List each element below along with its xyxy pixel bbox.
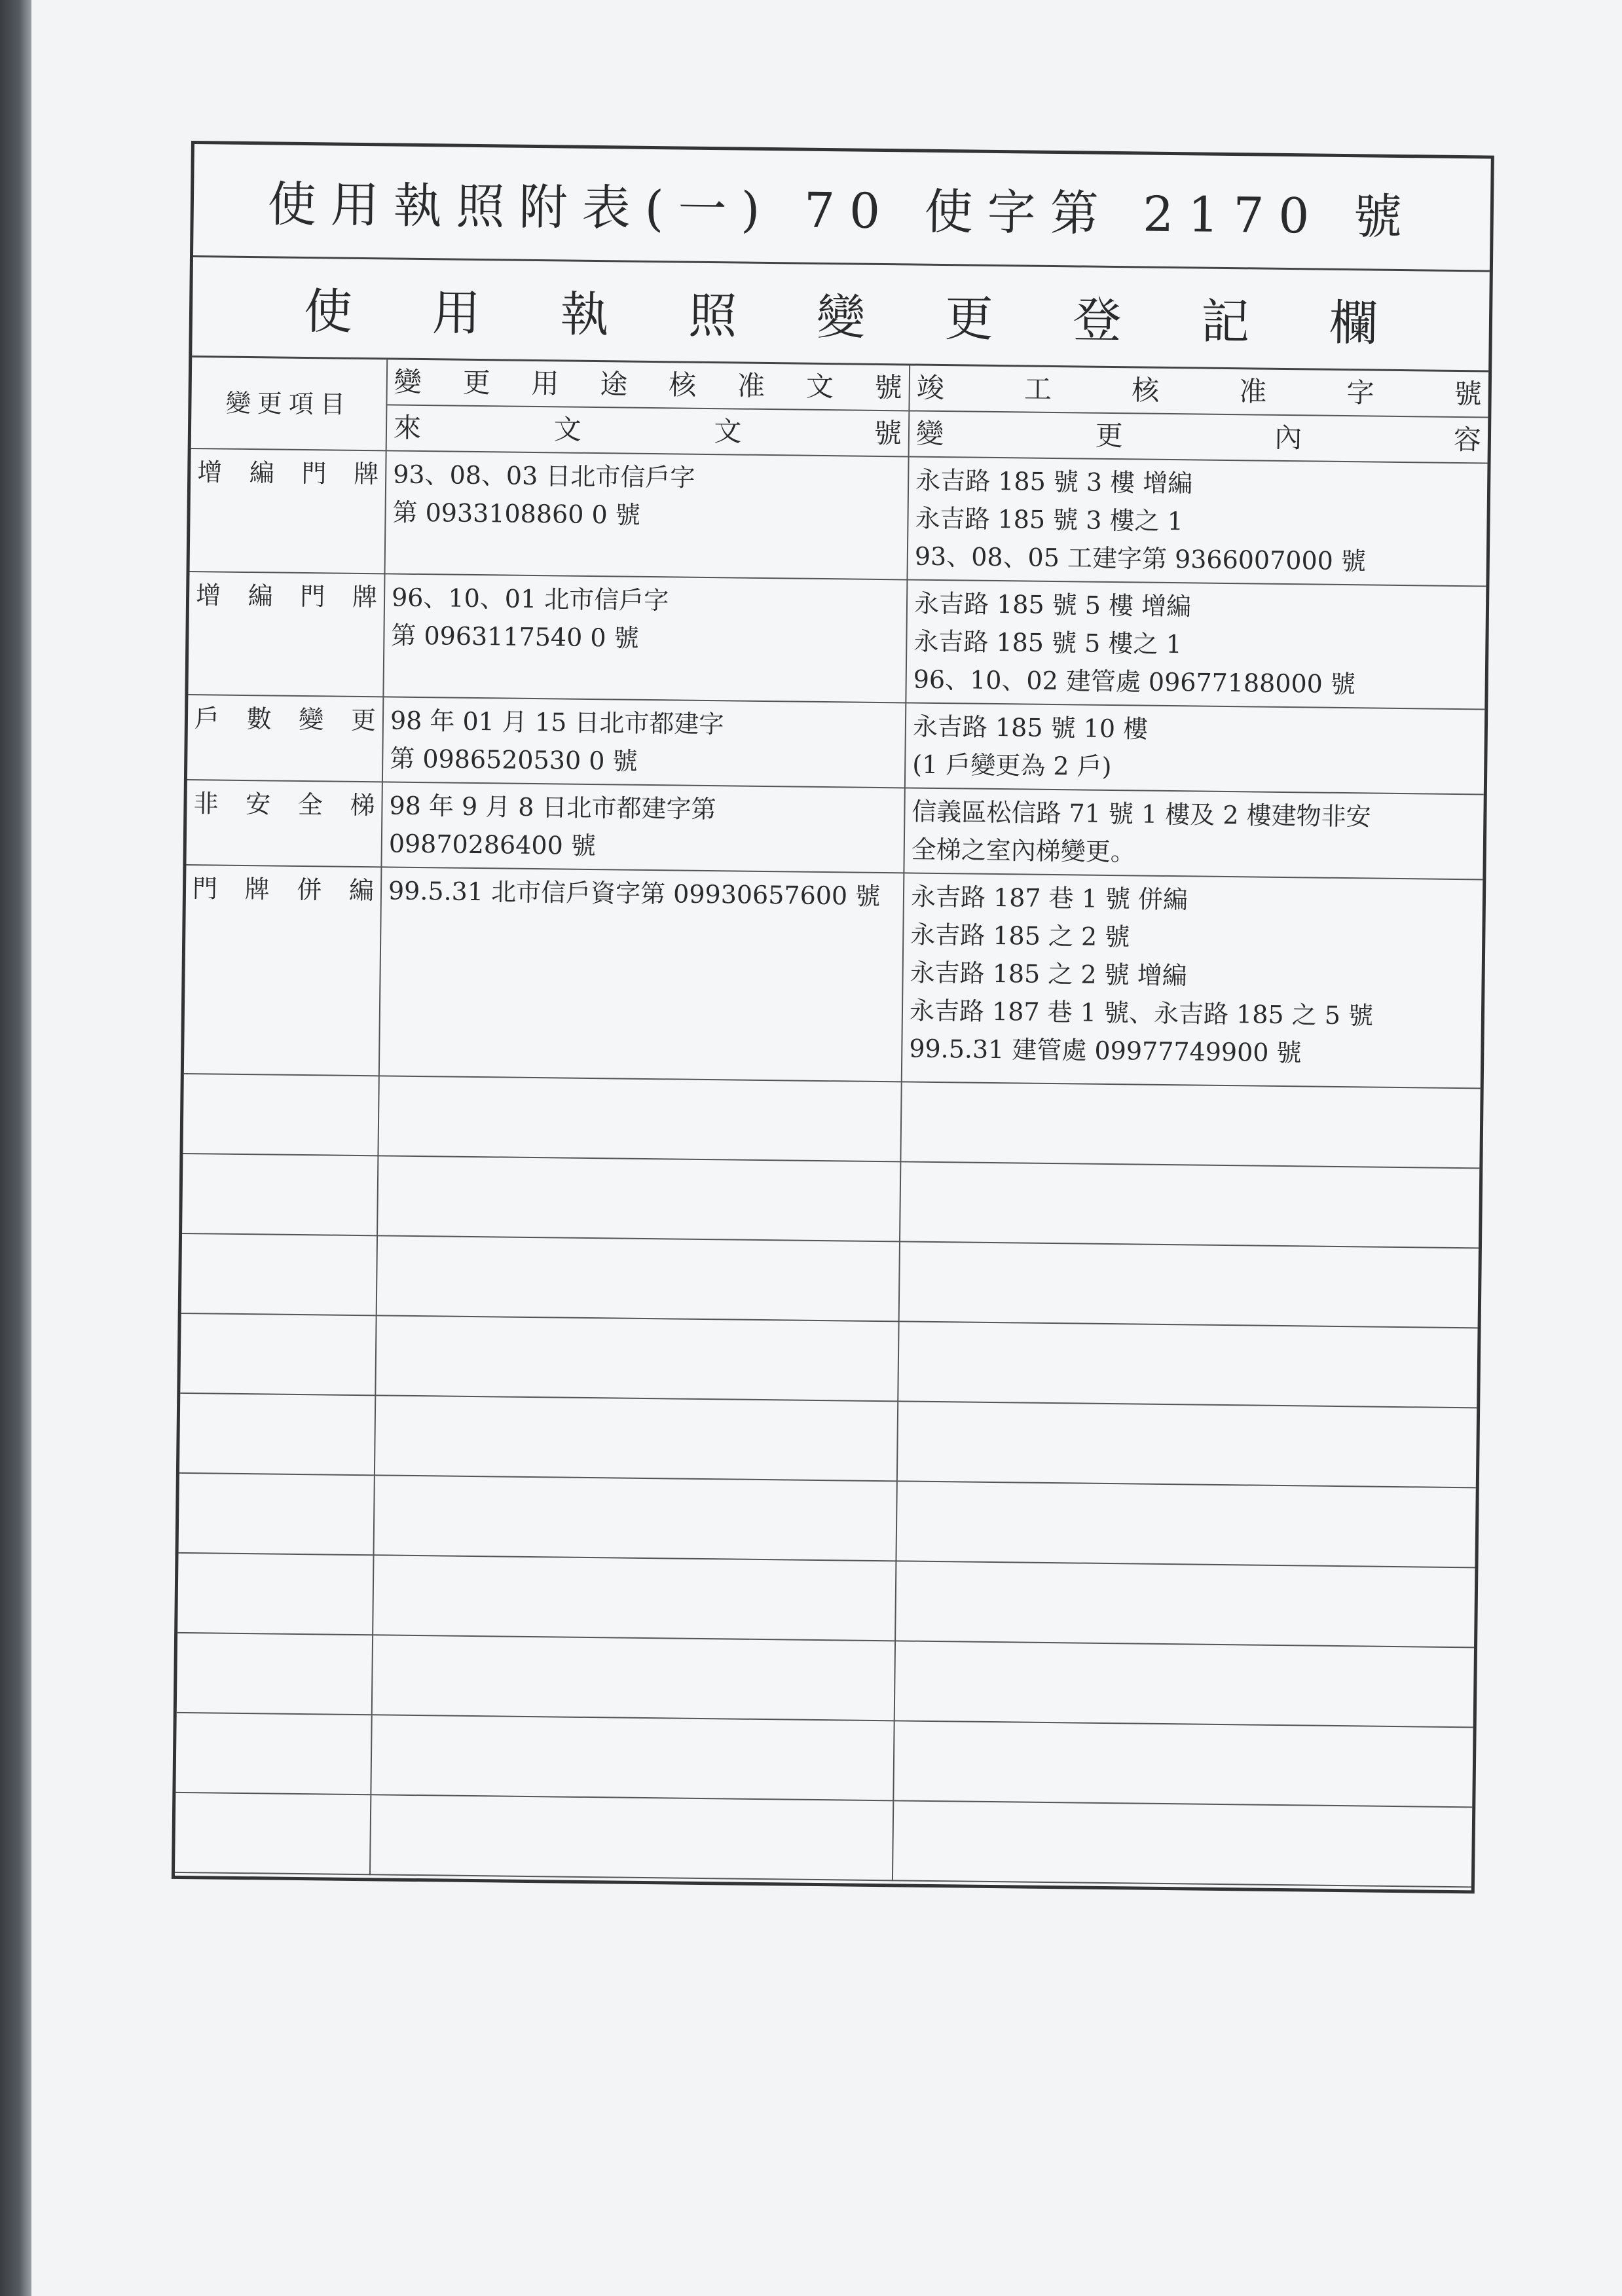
scan-shadow-edge bbox=[0, 0, 31, 2296]
header-char: 竣 bbox=[916, 371, 945, 405]
header-completion-doc bbox=[910, 365, 1488, 416]
empty-row bbox=[177, 1633, 1474, 1727]
header-item: 變更項目 bbox=[191, 357, 388, 450]
approval-doc-cell bbox=[385, 450, 909, 579]
empty-row bbox=[175, 1793, 1472, 1887]
change-content-cell bbox=[907, 456, 1487, 586]
change-content-cell bbox=[905, 702, 1484, 794]
item-char: 門 bbox=[300, 581, 325, 611]
empty-cell bbox=[894, 1641, 1474, 1727]
header-char: 來 bbox=[393, 411, 422, 445]
subtitle-char: 照 bbox=[688, 287, 737, 345]
subtitle-char: 用 bbox=[432, 285, 481, 342]
header-char: 准 bbox=[737, 369, 765, 402]
change-item-label bbox=[196, 576, 378, 616]
header-char: 變 bbox=[394, 365, 422, 399]
table-row bbox=[190, 448, 1488, 586]
form-subtitle bbox=[192, 257, 1490, 372]
header-char: 文 bbox=[553, 413, 581, 446]
subtitle-char: 使 bbox=[303, 283, 353, 340]
content-line: 93、08、05 工建字第 9366007000 號 bbox=[914, 541, 1367, 576]
empty-cell bbox=[181, 1233, 377, 1315]
empty-row bbox=[180, 1313, 1477, 1408]
header-char: 准 bbox=[1239, 375, 1267, 408]
content-line: 永吉路 185 之 2 號 bbox=[910, 920, 1130, 952]
header-char: 文 bbox=[805, 370, 834, 403]
change-item-label bbox=[194, 699, 377, 739]
empty-cell bbox=[378, 1076, 901, 1161]
form-title: 使用執照附表(一) 70 使字第 2170 號 bbox=[193, 144, 1491, 272]
table-row bbox=[184, 865, 1483, 1088]
empty-cell bbox=[175, 1713, 371, 1795]
header-approval-doc bbox=[387, 359, 909, 410]
empty-cell bbox=[371, 1715, 894, 1800]
change-item-label bbox=[197, 453, 379, 493]
header-char: 號 bbox=[1454, 377, 1482, 410]
subtitle-char: 執 bbox=[560, 286, 610, 344]
header-row bbox=[191, 357, 1488, 463]
header-char: 更 bbox=[462, 366, 490, 399]
empty-cell bbox=[179, 1473, 375, 1555]
empty-cell bbox=[177, 1553, 373, 1635]
empty-row bbox=[181, 1233, 1479, 1328]
empty-cell bbox=[900, 1082, 1480, 1168]
empty-cell bbox=[899, 1241, 1479, 1328]
item-char: 數 bbox=[246, 704, 272, 734]
empty-cell bbox=[375, 1395, 898, 1481]
subtitle-char: 記 bbox=[1200, 293, 1250, 351]
content-line: 永吉路 185 號 5 樓 增編 bbox=[913, 589, 1192, 621]
empty-row bbox=[177, 1553, 1475, 1647]
item-char: 編 bbox=[248, 581, 274, 611]
change-item-cell bbox=[186, 780, 382, 867]
content-line: 信義區松信路 71 號 1 樓及 2 樓建物非安 bbox=[912, 797, 1371, 831]
empty-cell bbox=[183, 1074, 378, 1156]
doc-line: 第 0933108860 0 號 bbox=[392, 498, 640, 530]
change-content-cell bbox=[902, 873, 1483, 1088]
header-char: 用 bbox=[531, 367, 559, 400]
header-char: 文 bbox=[714, 415, 742, 448]
header-char: 工 bbox=[1023, 373, 1052, 405]
empty-row bbox=[175, 1713, 1473, 1807]
item-char: 梯 bbox=[350, 790, 375, 820]
item-char: 牌 bbox=[244, 875, 270, 904]
empty-cell bbox=[895, 1561, 1475, 1647]
item-char: 更 bbox=[350, 705, 377, 735]
empty-cell bbox=[182, 1154, 378, 1235]
content-line: 99.5.31 建管處 09977749900 號 bbox=[909, 1034, 1302, 1068]
item-char: 全 bbox=[297, 790, 323, 820]
doc-line: 99.5.31 北市信戶資字第 09930657600 號 bbox=[388, 876, 881, 911]
header-char: 號 bbox=[874, 371, 902, 404]
content-line: 永吉路 185 號 3 樓 增編 bbox=[915, 465, 1193, 498]
empty-row bbox=[182, 1154, 1479, 1248]
item-char: 編 bbox=[348, 875, 375, 905]
item-char: 併 bbox=[297, 875, 322, 905]
header-change-content bbox=[910, 410, 1488, 462]
empty-cell bbox=[896, 1481, 1475, 1567]
empty-row bbox=[183, 1074, 1480, 1168]
content-line: 永吉路 185 之 2 號 增編 bbox=[910, 958, 1187, 991]
approval-doc-cell bbox=[381, 782, 904, 873]
empty-row bbox=[179, 1393, 1477, 1487]
empty-cell bbox=[375, 1315, 898, 1401]
item-char: 編 bbox=[249, 458, 275, 488]
item-char: 安 bbox=[245, 790, 271, 819]
change-item-cell bbox=[187, 695, 383, 782]
empty-cell bbox=[893, 1800, 1472, 1887]
content-line: 永吉路 187 巷 1 號 併編 bbox=[910, 882, 1189, 915]
approval-doc-cell bbox=[383, 574, 907, 702]
content-line: 永吉路 185 號 3 樓之 1 bbox=[915, 503, 1184, 536]
subtitle-char: 登 bbox=[1072, 292, 1122, 350]
content-line: 永吉路 185 號 10 樓 bbox=[912, 712, 1149, 744]
approval-doc-cell bbox=[382, 697, 906, 788]
header-char: 變 bbox=[915, 417, 944, 450]
empty-cell bbox=[377, 1156, 900, 1241]
content-line: 永吉路 185 號 5 樓之 1 bbox=[913, 627, 1182, 659]
change-item-label bbox=[193, 784, 375, 824]
change-item-cell bbox=[188, 572, 384, 697]
subtitle-char: 欄 bbox=[1329, 295, 1378, 352]
item-char: 增 bbox=[197, 458, 223, 487]
doc-line: 93、08、03 日北市信戶字 bbox=[392, 460, 695, 492]
change-content-cell bbox=[906, 579, 1486, 709]
content-line: (1 戶變更為 2 戶) bbox=[912, 750, 1112, 782]
item-char: 門 bbox=[301, 458, 327, 488]
header-char: 核 bbox=[1131, 374, 1160, 407]
empty-cell bbox=[374, 1475, 897, 1561]
subtitle-char: 更 bbox=[944, 291, 994, 348]
item-char: 非 bbox=[193, 789, 219, 818]
header-char: 號 bbox=[874, 416, 902, 450]
item-char: 變 bbox=[299, 704, 324, 735]
header-char: 更 bbox=[1095, 419, 1123, 452]
approval-doc-cell bbox=[379, 867, 904, 1082]
content-line: 全梯之室內梯變更。 bbox=[911, 835, 1136, 867]
empty-cell bbox=[370, 1795, 893, 1880]
header-char: 核 bbox=[668, 369, 697, 401]
header-char: 字 bbox=[1346, 376, 1374, 409]
empty-cell bbox=[897, 1401, 1477, 1487]
empty-cell bbox=[377, 1235, 900, 1321]
change-registry-table bbox=[175, 357, 1488, 1887]
item-char: 牌 bbox=[352, 582, 378, 612]
change-item-label bbox=[193, 869, 375, 909]
doc-line: 96、10、01 北市信戶字 bbox=[391, 583, 669, 615]
doc-line: 98 年 9 月 8 日北市都建字第 bbox=[389, 791, 716, 824]
table-row bbox=[186, 780, 1483, 879]
doc-line: 09870286400 號 bbox=[388, 829, 597, 861]
empty-cell bbox=[177, 1633, 373, 1715]
empty-cell bbox=[372, 1635, 895, 1721]
change-item-cell bbox=[190, 448, 386, 574]
content-line: 永吉路 187 巷 1 號、永吉路 185 之 5 號 bbox=[909, 996, 1374, 1030]
header-char: 途 bbox=[600, 368, 628, 401]
empty-cell bbox=[373, 1555, 896, 1641]
item-char: 增 bbox=[195, 581, 221, 610]
content-line: 96、10、02 建管處 09677188000 號 bbox=[913, 665, 1356, 699]
empty-cell bbox=[175, 1793, 371, 1874]
empty-cell bbox=[898, 1321, 1477, 1408]
empty-cell bbox=[893, 1721, 1473, 1807]
change-content-cell bbox=[904, 788, 1483, 879]
empty-cell bbox=[900, 1161, 1479, 1248]
header-char: 內 bbox=[1274, 421, 1302, 454]
item-char: 門 bbox=[192, 874, 218, 903]
header-incoming-doc bbox=[387, 404, 909, 456]
doc-line: 第 0963117540 0 號 bbox=[391, 621, 639, 653]
header-char: 容 bbox=[1453, 423, 1482, 456]
item-char: 戶 bbox=[194, 704, 220, 733]
doc-line: 98 年 01 月 15 日北市都建字 bbox=[390, 706, 724, 739]
table-row bbox=[187, 695, 1484, 794]
empty-cell bbox=[180, 1313, 376, 1395]
table-row bbox=[188, 572, 1486, 709]
empty-row bbox=[179, 1473, 1476, 1567]
change-item-cell bbox=[184, 865, 382, 1076]
item-char: 牌 bbox=[353, 459, 379, 489]
empty-cell bbox=[179, 1393, 375, 1475]
doc-line: 第 0986520530 0 號 bbox=[390, 744, 638, 776]
license-attachment-form bbox=[172, 141, 1494, 1893]
subtitle-char: 變 bbox=[816, 289, 866, 346]
